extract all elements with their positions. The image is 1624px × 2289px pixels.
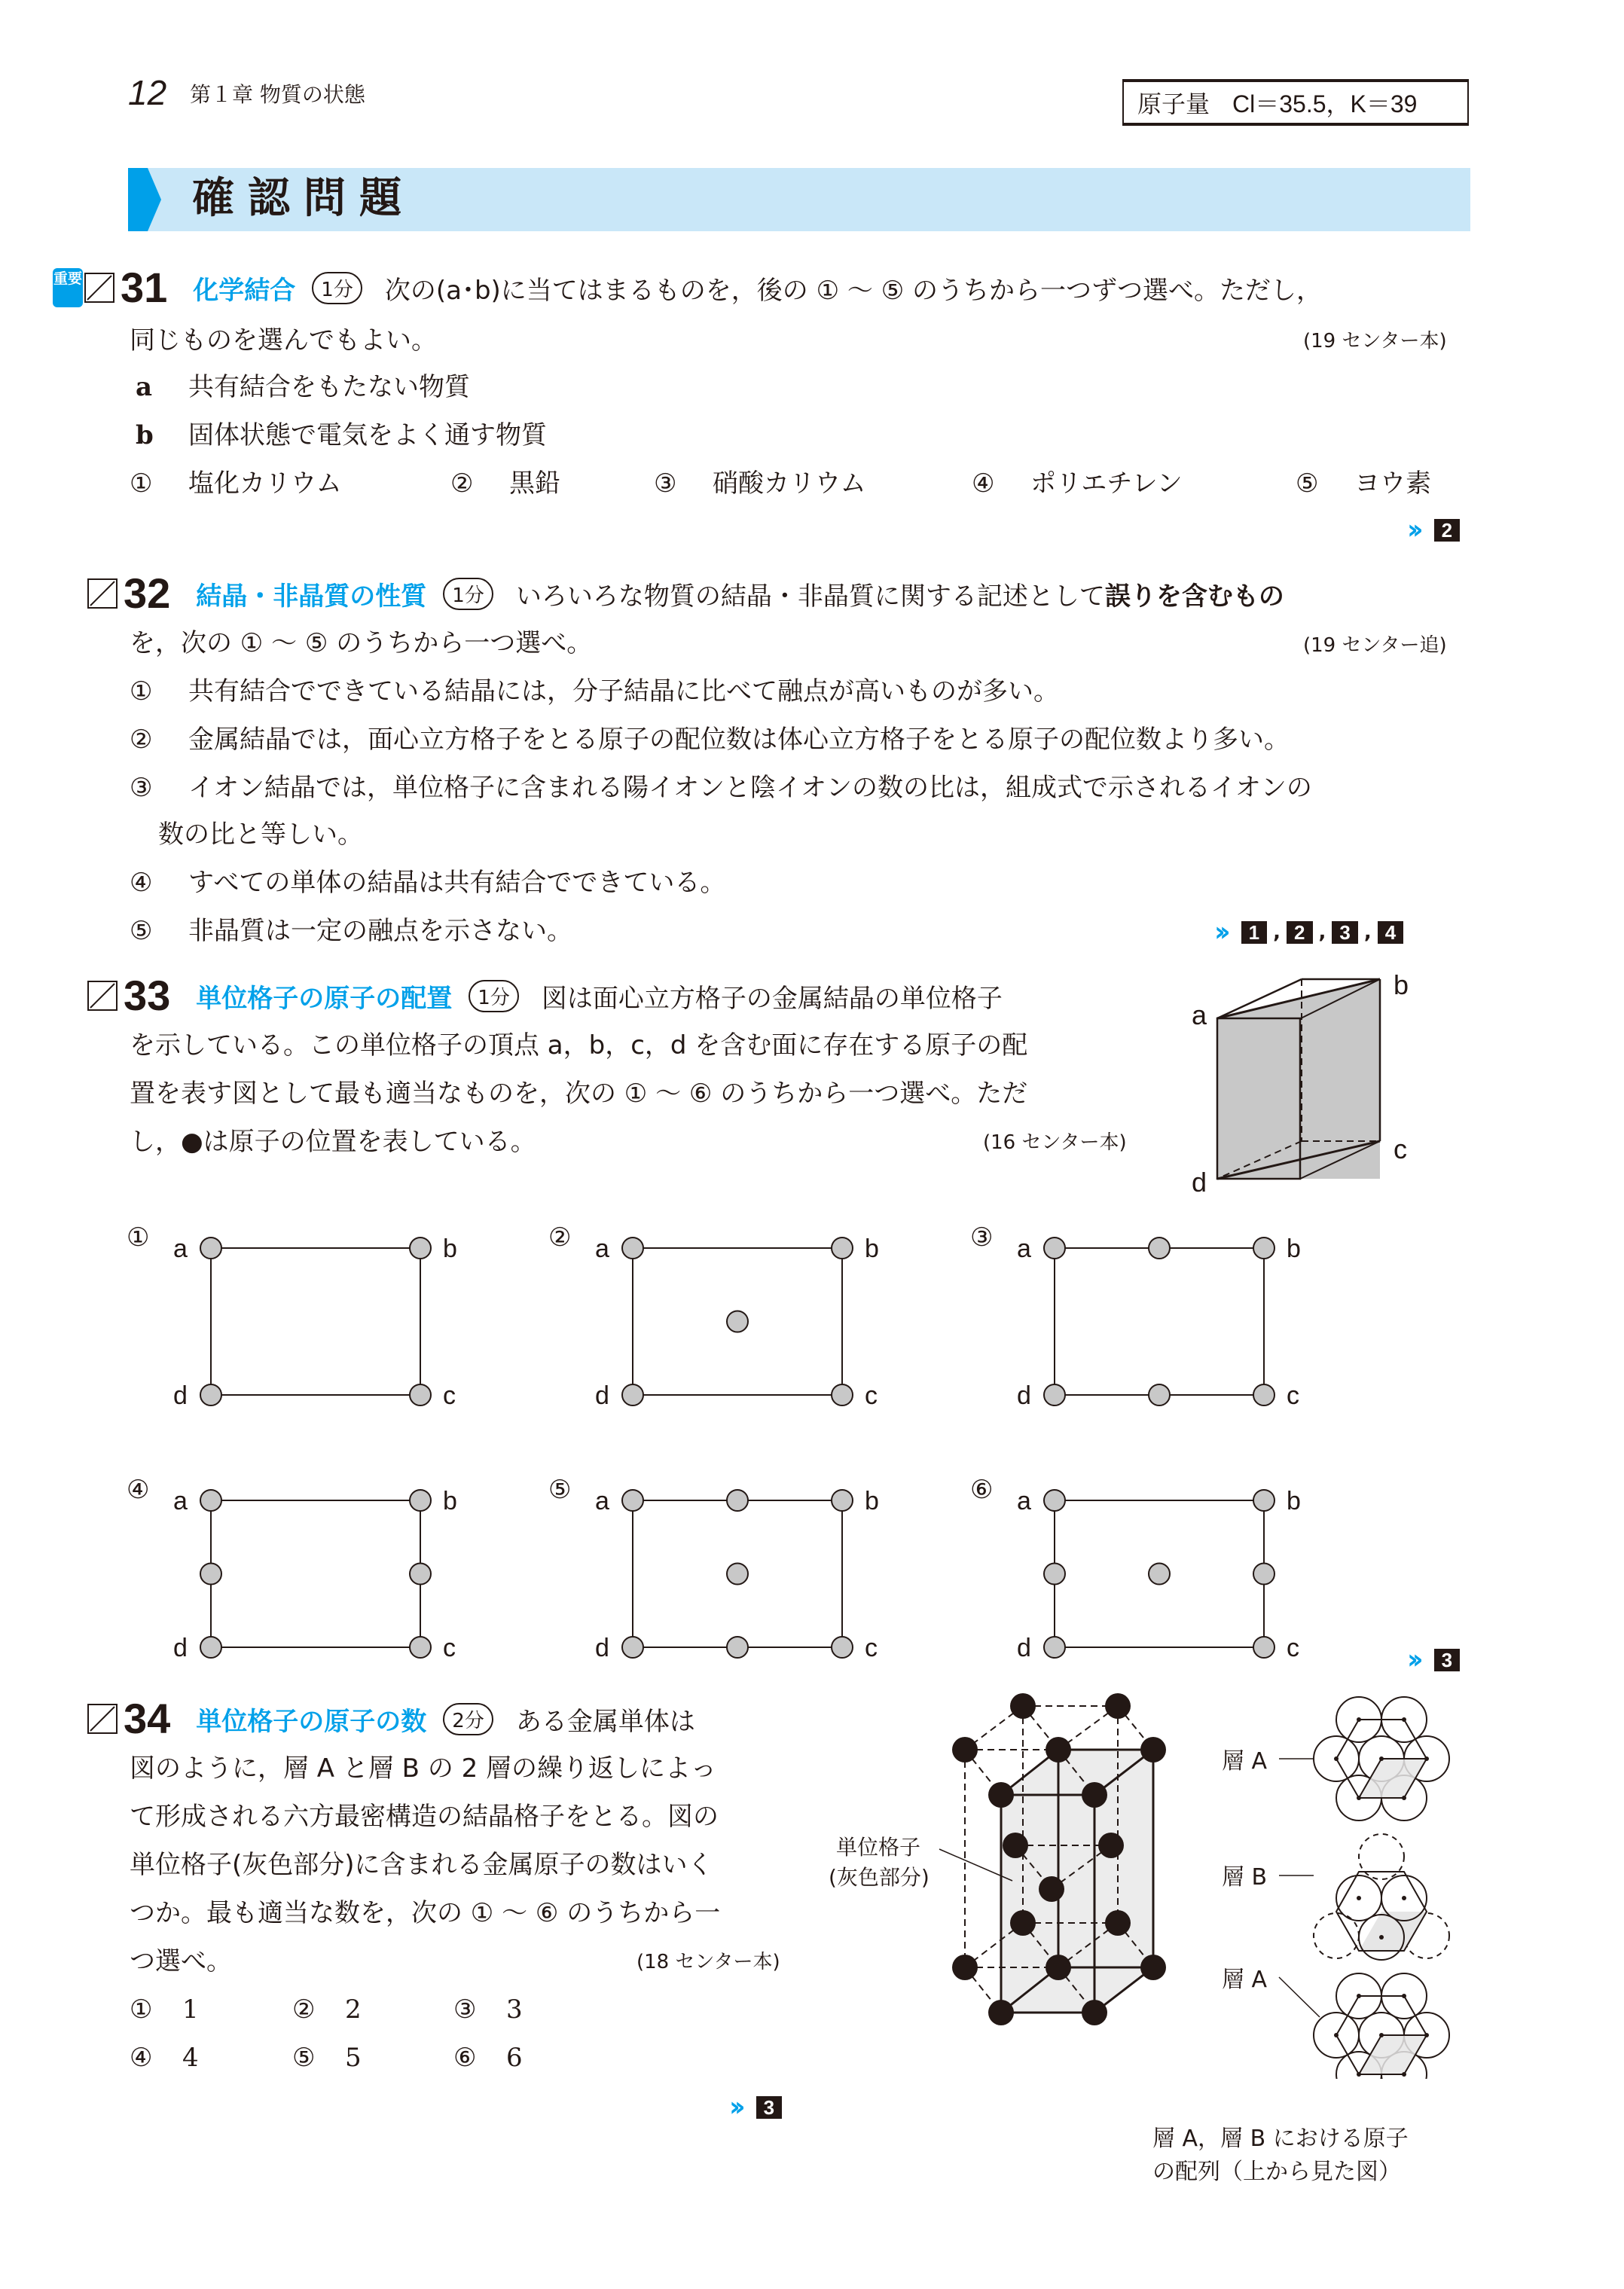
option-diagram-2: [542, 1220, 934, 1446]
atom: [200, 1384, 221, 1405]
vertex-label-a: a: [595, 1487, 609, 1515]
atom: [1140, 1737, 1166, 1763]
double-chevron-icon: ››: [1407, 1644, 1418, 1675]
vertex-label-c: c: [865, 1634, 878, 1662]
problem-text: 単位格子(灰色部分)に含まれる金属原子の数はいく: [130, 1850, 713, 1880]
vertex-label-c: c: [1287, 1381, 1299, 1410]
problem-text: を，次の ① ～ ⑤ のうちから一つ選べ。: [130, 628, 593, 658]
choice: ⑤ 5: [292, 2043, 362, 2073]
vertex-label-b: b: [443, 1235, 457, 1263]
reference-links[interactable]: ›› 1 , 2 , 3 , 4: [1214, 919, 1403, 946]
choice: ① 1: [130, 1994, 199, 2025]
atom: [410, 1238, 431, 1259]
vertex-label-b: b: [865, 1235, 879, 1263]
atom: [727, 1564, 748, 1585]
problem-number: 34: [124, 1695, 171, 1742]
source-note: (16 センター本): [983, 1131, 1127, 1154]
reference-link[interactable]: ›› 3: [729, 2094, 782, 2121]
choice: ③ 硝酸カリウム: [654, 468, 866, 499]
atom: [1253, 1637, 1274, 1658]
option-label: ⑥: [970, 1475, 994, 1505]
vertex-label-c: c: [1394, 1134, 1407, 1164]
atom: [200, 1490, 221, 1511]
atom: [1044, 1490, 1065, 1511]
double-chevron-icon: ››: [1214, 917, 1225, 948]
problem-34-header: [87, 1695, 695, 1743]
atom: [1044, 1384, 1065, 1405]
layer-a-top-view: [1314, 1973, 1449, 2079]
option-label: ①: [127, 1222, 150, 1253]
layer-label: 層 B: [1222, 1864, 1268, 1891]
option-diagram-3: [964, 1220, 1356, 1446]
layer-label: 層 A: [1222, 1748, 1268, 1775]
vertex-label-b: b: [865, 1487, 879, 1515]
vertex-label-d: d: [595, 1634, 609, 1662]
atom: [727, 1490, 748, 1511]
problem-text: 次の(a･b)に当てはまるものを，後の ① ～ ⑤ のうちから一つずつ選べ。ただし，: [384, 275, 1322, 306]
choice: ⑤ 非晶質は一定の融点を示さない。: [130, 916, 572, 946]
problem-text: いろいろな物質の結晶・非晶質に関する記述として: [515, 581, 1105, 612]
vertex-label-b: b: [1287, 1235, 1301, 1263]
vertex-label-a: a: [1017, 1235, 1031, 1263]
callout-label: (灰色部分): [829, 1865, 930, 1890]
atom: [1039, 1876, 1064, 1902]
atom: [1105, 1693, 1131, 1719]
vertex-label-d: d: [1192, 1167, 1207, 1198]
problem-text: し，●は原子の位置を表している。: [130, 1127, 536, 1157]
fcc-cube-figure: [1175, 972, 1491, 1220]
problem-number: 33: [124, 972, 171, 1019]
atom: [832, 1384, 853, 1405]
vertex-label-d: d: [1017, 1381, 1031, 1410]
choice: ④ ポリエチレン: [972, 468, 1183, 499]
vertex-label-a: a: [1017, 1487, 1031, 1515]
vertex-label-c: c: [443, 1634, 456, 1662]
problem-title: 単位格子の原子の数: [196, 1706, 427, 1737]
vertex-label-b: b: [1394, 972, 1409, 1000]
choice: ⑥ 6: [453, 2043, 523, 2073]
option-diagram-1: [121, 1220, 512, 1446]
atom: [410, 1564, 431, 1585]
problem-text: つか。最も適当な数を，次の ① ～ ⑥ のうちから一: [130, 1898, 721, 1928]
option-diagram-4: [121, 1473, 512, 1698]
vertex-label-b: b: [1287, 1487, 1301, 1515]
layer-b-top-view: [1314, 1834, 1449, 1960]
atom: [410, 1384, 431, 1405]
option-diagram-6: [964, 1473, 1356, 1698]
atomic-weights-values: Cl＝35.5，K＝39: [1232, 90, 1418, 118]
layer-a-top-view: [1314, 1697, 1449, 1821]
problem-32-header: [87, 569, 1284, 618]
vertex-label-d: d: [173, 1381, 188, 1410]
checkbox-icon[interactable]: [84, 273, 114, 303]
time-badge: 1分: [469, 980, 519, 1012]
vertex-label-d: d: [173, 1634, 188, 1662]
option-label: ⑤: [548, 1475, 572, 1505]
choice: ② 黒鉛: [450, 468, 560, 499]
choice: ② 2: [292, 1994, 362, 2025]
atom: [988, 1782, 1014, 1808]
atom: [1044, 1564, 1065, 1585]
problem-title: 結晶・非晶質の性質: [196, 581, 427, 612]
atom: [832, 1637, 853, 1658]
atom: [952, 1737, 978, 1763]
option-label: ③: [970, 1222, 994, 1253]
atom: [410, 1637, 431, 1658]
problem-text: ある金属単体は: [515, 1706, 695, 1737]
problem-title: 単位格子の原子の配置: [196, 983, 453, 1014]
option-label: ④: [127, 1475, 150, 1505]
atom: [622, 1384, 643, 1405]
section-title: 確認問題: [192, 174, 415, 223]
choice: ① 共有結合でできている結晶には，分子結晶に比べて融点が高いものが多い。: [130, 676, 1059, 707]
choice: ④ すべての単体の結晶は共有結合でできている。: [130, 868, 726, 898]
atom: [200, 1238, 221, 1259]
atom: [1149, 1384, 1170, 1405]
checkbox-icon[interactable]: [87, 1704, 118, 1734]
time-badge: 1分: [443, 578, 493, 610]
atom: [832, 1238, 853, 1259]
atom: [1046, 1955, 1071, 1980]
section-band-bar: [128, 168, 148, 231]
atom: [1082, 2000, 1107, 2025]
problem-text: 置を表す図として最も適当なものを，次の ① ～ ⑥ のうちから一つ選べ。ただ: [130, 1079, 1028, 1109]
choice: ② 金属結晶では，面心立方格子をとる原子の配位数は体心立方格子をとる原子の配位数より多い。: [130, 725, 1290, 755]
choice: ① 塩化カリウム: [130, 468, 342, 499]
source-note: (18 センター本): [636, 1951, 780, 1973]
choice: ③ 3: [453, 1994, 523, 2025]
time-badge: 1分: [312, 272, 362, 304]
vertex-label-a: a: [173, 1487, 188, 1515]
problem-31-header: [53, 264, 1322, 312]
source-note: (19 センター追): [1303, 634, 1447, 657]
choice: ⑤ ヨウ素: [1296, 468, 1431, 499]
atom: [1253, 1384, 1274, 1405]
vertex-label-d: d: [595, 1381, 609, 1410]
source-note: (19 センター本): [1303, 330, 1447, 353]
problem-text: つ選べ。: [130, 1946, 232, 1976]
atom: [622, 1490, 643, 1511]
atom: [200, 1564, 221, 1585]
atomic-weights-label: 原子量: [1137, 90, 1210, 118]
figure-caption: 層 A，層 B における原子 の配列（上から見た図）: [1152, 2126, 1409, 2185]
atom: [1098, 1833, 1124, 1858]
double-chevron-icon: ››: [729, 2092, 740, 2123]
atom: [1253, 1564, 1274, 1585]
atom: [1253, 1490, 1274, 1511]
choice: ④ 4: [130, 2043, 199, 2073]
reference-link[interactable]: ›› 2: [1407, 517, 1460, 544]
atomic-weights-box: [1122, 79, 1469, 126]
atom: [1149, 1564, 1170, 1585]
atom: [1082, 1782, 1107, 1808]
double-chevron-icon: ››: [1407, 514, 1418, 545]
problem-text: を示している。この単位格子の頂点 a，b，c，d を含む面に存在する原子の配: [130, 1030, 1028, 1061]
option-diagram-5: [542, 1473, 934, 1698]
reference-link[interactable]: ›› 3: [1407, 1647, 1460, 1674]
checkbox-icon[interactable]: [87, 578, 118, 609]
callout-label: 単位格子: [836, 1835, 921, 1860]
atom: [1105, 1910, 1131, 1936]
atom: [1044, 1238, 1065, 1259]
atom: [1010, 1693, 1036, 1719]
problem-text: 図のように，層 A と層 B の 2 層の繰り返しによっ: [130, 1753, 717, 1784]
sub-item: a 共有結合をもたない物質: [136, 372, 470, 402]
vertex-label-b: b: [443, 1487, 457, 1515]
problem-title: 化学結合: [193, 275, 296, 306]
time-badge: 2分: [443, 1703, 493, 1735]
problem-number: 32: [124, 569, 171, 617]
important-badge: 重要: [53, 268, 83, 307]
chapter-title: 第１章 物質の状態: [190, 82, 365, 107]
atom: [200, 1637, 221, 1658]
vertex-label-a: a: [173, 1235, 188, 1263]
option-label: ②: [548, 1222, 572, 1253]
problem-text: て形成される六方最密構造の結晶格子をとる。図の: [130, 1802, 719, 1832]
atom: [1046, 1737, 1071, 1763]
atom: [410, 1490, 431, 1511]
problem-33-header: [87, 972, 1003, 1020]
hcp-unit-cell-figure: [829, 1687, 1235, 2049]
atom: [988, 2000, 1014, 2025]
problem-text: 同じものを選んでもよい。: [130, 325, 437, 356]
page-number: 12: [128, 73, 167, 112]
vertex-label-c: c: [865, 1381, 878, 1410]
atom: [1253, 1238, 1274, 1259]
layer-top-views: [1220, 1687, 1491, 2079]
vertex-label-d: d: [1017, 1634, 1031, 1662]
vertex-label-a: a: [595, 1235, 609, 1263]
unit-cell-shading: [1001, 1750, 1153, 2013]
choice-continuation: 数の比と等しい。: [158, 819, 363, 850]
problem-text: 図は面心立方格子の金属結晶の単位格子: [541, 983, 1003, 1014]
atom: [727, 1637, 748, 1658]
atom: [622, 1637, 643, 1658]
atom: [1003, 1833, 1028, 1858]
layer-label: 層 A: [1222, 1967, 1268, 1993]
atom: [832, 1490, 853, 1511]
atom: [1149, 1238, 1170, 1259]
choice: ③ イオン結晶では，単位格子に含まれる陽イオンと陰イオンの数の比は，組成式で示されるイオンの: [130, 773, 1312, 803]
section-arrow-icon: [148, 168, 161, 231]
vertex-label-c: c: [443, 1381, 456, 1410]
problem-number: 31: [121, 264, 168, 311]
atom: [1044, 1637, 1065, 1658]
atom: [1140, 1955, 1166, 1980]
vertex-label-a: a: [1192, 1000, 1207, 1030]
atom: [622, 1238, 643, 1259]
atom: [727, 1311, 748, 1332]
vertex-label-c: c: [1287, 1634, 1299, 1662]
checkbox-icon[interactable]: [87, 981, 118, 1011]
sub-item: b 固体状態で電気をよく通す物質: [136, 420, 547, 450]
atom: [1010, 1910, 1036, 1936]
emphasis-text: 誤りを含むもの: [1104, 581, 1284, 612]
atom: [952, 1955, 978, 1980]
